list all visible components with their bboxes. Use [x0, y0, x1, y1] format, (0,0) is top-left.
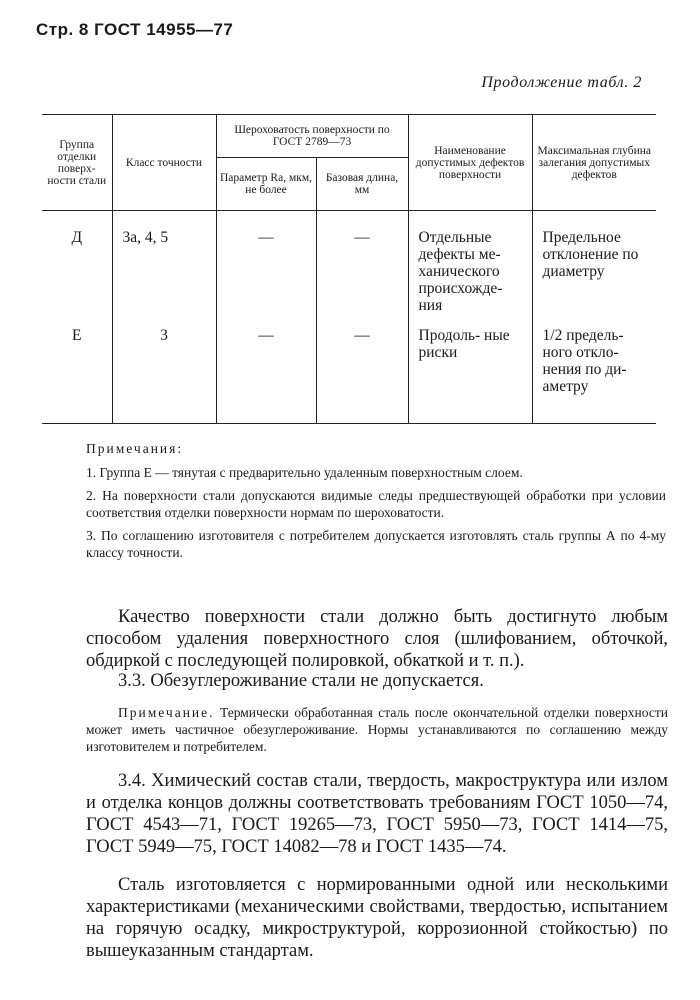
- paragraph-characteristics: Сталь изготовляется с нормированными одной или несколькими характеристиками (механическими свойствами, твердостью, испытанием на горячую осадку, микроструктурой, коррозионной стойкостью) по вышеуказанным стандартам.: [86, 875, 668, 961]
- header-roughness: Шероховатость поверхности по ГОСТ 2789—73: [216, 115, 408, 158]
- note-item: 3. По соглашению изготовителя с потребителем допускается изготовлять сталь группы А по 4-му классу точности.: [86, 528, 666, 560]
- note-label: Примечание.: [118, 705, 215, 720]
- cell-base-length: —: [316, 211, 408, 322]
- notes-title: Примечания:: [86, 441, 184, 456]
- cell-group: Д: [42, 211, 112, 322]
- header-ra: Параметр Ra, мкм, не более: [216, 158, 316, 211]
- header-defects: Наименование допустимых дефектов поверхности: [408, 115, 532, 211]
- cell-base-length: —: [316, 321, 408, 424]
- cell-class: 3: [112, 321, 216, 424]
- header-base-length: Базовая длина, мм: [316, 158, 408, 211]
- paragraph-decarburization: 3.3. Обезуглероживание стали не допускается.: [118, 671, 484, 691]
- cell-group: Е: [42, 321, 112, 424]
- cell-defects: Продоль- ные риски: [408, 321, 532, 424]
- surface-finish-table: [42, 114, 656, 424]
- note-item: 2. На поверхности стали допускаются видимые следы предшествующей обработки при условии соответствия отделки поверхности нормам по шероховатости.: [86, 488, 666, 520]
- page-header: Стр. 8 ГОСТ 14955—77: [36, 20, 234, 39]
- cell-depth: 1/2 предель- ного откло- нения по ди- аметру: [532, 321, 656, 424]
- paragraph-surface-quality: Качество поверхности стали должно быть достигнуто любым способом удаления поверхностного слоя (шлифованием, обточкой, обдиркой с последующей полировкой, обкаткой и т. п.).: [86, 607, 668, 671]
- decarb-note: [86, 704, 668, 755]
- note-text: Термически обработанная сталь после окончательной отделки поверхности может иметь частичное обезуглероживание. Нормы устанавливаются по соглашению между изготовителем и потребителем.: [86, 705, 668, 754]
- table-notes: [86, 440, 666, 567]
- header-class: Класс точности: [112, 115, 216, 211]
- cell-ra: —: [216, 211, 316, 322]
- table-row: [42, 321, 656, 424]
- table-continuation-label: Продолжение табл. 2: [481, 74, 642, 91]
- table-row: [42, 211, 656, 322]
- note-item: 1. Группа Е — тянутая с предварительно удаленным поверхностным слоем.: [86, 465, 523, 480]
- paragraph-3-4: 3.4. Химический состав стали, твердость, макроструктура или излом и отделка концов должны соответствовать требованиям ГОСТ 1050—74, ГОСТ 4543—71, ГОСТ 19265—73, ГОСТ 5950—73, ГОСТ 1414—75, ГОСТ 5949—75, ГОСТ 14082—78 и ГОСТ 1435—74.: [86, 771, 668, 857]
- cell-class: 3а, 4, 5: [112, 211, 216, 322]
- cell-depth: Предельное отклонение по диаметру: [532, 211, 656, 322]
- header-depth: Максимальная глубина залегания допустимых дефектов: [532, 115, 656, 211]
- cell-ra: —: [216, 321, 316, 424]
- table-header-row: [42, 115, 656, 158]
- header-group: Группа отделки поверх- ности стали: [42, 115, 112, 211]
- cell-defects: Отдельные дефекты ме- ханического происхожде- ния: [408, 211, 532, 322]
